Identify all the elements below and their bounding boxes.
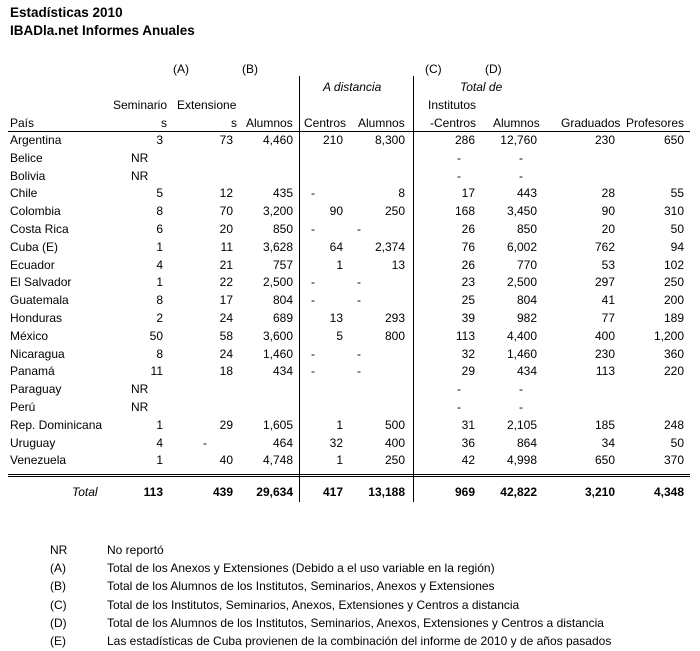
cell-alumnos: 757 — [272, 257, 293, 272]
cell-alumnos-distancia: - — [357, 222, 361, 236]
marker-c: (C) — [425, 62, 442, 76]
cell-profesores: 55 — [670, 186, 684, 201]
cell-alumnos: 689 — [272, 311, 293, 325]
cell-extensiones: 20 — [219, 222, 233, 236]
marker-b: (B) — [242, 62, 258, 76]
cell-seminarios: 8 — [156, 346, 163, 361]
total-label: Total — [72, 485, 98, 499]
cell-alumnos-total: 804 — [516, 293, 537, 308]
cell-alumnos-distancia: - — [357, 346, 361, 361]
cell-extensiones: 24 — [219, 311, 233, 325]
cell-pais: Belice — [10, 150, 43, 165]
cell-alumnos-total: 864 — [516, 435, 537, 450]
cell-pais: Honduras — [10, 311, 63, 325]
legend-key: (C) — [50, 597, 67, 612]
cell-institutos: 36 — [461, 435, 475, 450]
cell-seminarios: 1 — [156, 453, 163, 468]
cell-alumnos: 4,460 — [262, 133, 293, 147]
cell-alumnos: 3,600 — [262, 328, 293, 343]
cell-centros: 32 — [329, 435, 343, 450]
cell-centros: 1 — [336, 453, 343, 468]
cell-alumnos-distancia: 250 — [384, 204, 405, 219]
cell-alumnos-distancia: 8 — [398, 186, 405, 201]
col-graduados: Graduados — [561, 116, 621, 130]
report-subtitle: IBADla.net Informes Anuales — [10, 23, 195, 38]
cell-profesores: 220 — [663, 364, 684, 379]
cell-seminarios: 4 — [156, 435, 163, 450]
cell-seminarios: 6 — [156, 222, 163, 236]
legend-key: (A) — [50, 561, 66, 576]
legend-text: Total de los Anexos y Extensiones (Debido a el uso variable en la región) — [107, 561, 495, 576]
cell-profesores: 1,200 — [653, 328, 684, 343]
cell-centros: 90 — [329, 204, 343, 219]
cell-centros: - — [311, 346, 315, 361]
cell-seminarios: 5 — [156, 186, 163, 201]
total-alumnos-distancia: 13,188 — [368, 485, 405, 499]
cell-seminarios: 50 — [149, 328, 163, 343]
col-extensiones-line1: Extensione — [177, 98, 237, 112]
legend-text: Las estadísticas de Cuba provienen de la combinación del informe de 2010 y de años pasados — [107, 634, 612, 648]
legend-text: Total de los Alumnos de los Institutos, Seminarios, Anexos y Extensiones — [107, 579, 495, 594]
group-heading-total: Total de — [460, 80, 503, 94]
cell-alumnos-distancia: 250 — [384, 453, 405, 468]
cell-seminarios: NR — [131, 382, 149, 397]
col-institutos-line2: -Centros — [430, 116, 477, 130]
cell-extensiones: 70 — [219, 204, 233, 219]
cell-profesores: 360 — [663, 346, 684, 361]
cell-institutos: 168 — [454, 204, 475, 219]
legend-key: (D) — [50, 615, 67, 630]
cell-profesores: 94 — [670, 239, 684, 254]
cell-alumnos-total: 6,002 — [506, 239, 537, 254]
cell-pais: Panamá — [10, 364, 55, 379]
cell-alumnos-total: 2,500 — [506, 275, 537, 290]
table-row — [0, 240, 700, 258]
col-centros: Centros — [304, 116, 347, 130]
cell-pais: Costa Rica — [10, 222, 69, 236]
header-divider — [8, 131, 690, 132]
legend-key: (E) — [50, 634, 66, 648]
total-alumnos-total: 42,822 — [500, 485, 537, 499]
cell-alumnos: 3,200 — [262, 204, 293, 219]
cell-centros: 64 — [329, 239, 343, 254]
table-row — [0, 204, 700, 222]
cell-alumnos-distancia: 800 — [384, 328, 405, 343]
total-divider-top — [8, 474, 690, 475]
table-row — [0, 382, 700, 400]
cell-pais: Perú — [10, 400, 36, 414]
cell-extensiones: 18 — [219, 364, 233, 379]
cell-institutos: 29 — [461, 364, 475, 379]
cell-centros: - — [311, 364, 315, 379]
cell-alumnos-distancia: - — [357, 275, 361, 290]
legend-text: No reportó — [107, 543, 164, 557]
cell-seminarios: 8 — [156, 293, 163, 308]
cell-profesores: 650 — [663, 133, 684, 147]
table-row — [0, 275, 700, 293]
col-extensiones-line2: s — [231, 116, 237, 130]
cell-pais: Paraguay — [10, 382, 62, 397]
cell-alumnos: 1,460 — [262, 346, 293, 361]
total-institutos: 969 — [454, 485, 475, 499]
cell-alumnos-total: 1,460 — [506, 346, 537, 361]
cell-graduados: 762 — [594, 239, 615, 254]
cell-institutos: 23 — [461, 275, 475, 290]
cell-alumnos-total: 770 — [516, 257, 537, 272]
marker-a: (A) — [173, 62, 189, 76]
cell-graduados: 41 — [601, 293, 615, 308]
cell-institutos: 39 — [461, 311, 475, 325]
cell-pais: Chile — [10, 186, 38, 201]
table-row — [0, 453, 700, 471]
cell-alumnos-distancia: 400 — [384, 435, 405, 450]
cell-pais: Nicaragua — [10, 346, 65, 361]
total-extensiones: 439 — [212, 485, 233, 499]
cell-alumnos-total: 3,450 — [506, 204, 537, 219]
total-centros: 417 — [322, 485, 343, 499]
table-row — [0, 311, 700, 329]
cell-alumnos-distancia: 8,300 — [374, 133, 405, 147]
report-title: Estadísticas 2010 — [10, 5, 123, 20]
cell-alumnos: 435 — [272, 186, 293, 201]
cell-extensiones: 29 — [219, 417, 233, 432]
cell-institutos: 26 — [461, 222, 475, 236]
table-row — [0, 151, 700, 169]
cell-graduados: 185 — [594, 417, 615, 432]
total-seminarios: 113 — [143, 485, 163, 499]
cell-alumnos-total: - — [519, 168, 523, 183]
cell-extensiones: 22 — [219, 275, 233, 290]
cell-profesores: 250 — [663, 275, 684, 290]
table-row — [0, 293, 700, 311]
total-divider-bottom — [8, 476, 690, 477]
cell-graduados: 20 — [601, 222, 615, 236]
cell-institutos: 31 — [461, 417, 475, 432]
total-profesores: 4,348 — [653, 485, 684, 499]
legend-text: Total de los Institutos, Seminarios, Anexos, Extensiones y Centros a distancia — [107, 597, 520, 612]
cell-institutos: 113 — [455, 328, 475, 343]
cell-pais: Venezuela — [10, 453, 67, 468]
cell-graduados: 53 — [601, 257, 615, 272]
cell-seminarios: 1 — [156, 239, 163, 254]
cell-pais: Uruguay — [10, 435, 56, 450]
cell-alumnos-distancia: 2,374 — [374, 239, 405, 254]
cell-extensiones: 40 — [219, 453, 233, 468]
cell-alumnos: 804 — [272, 293, 293, 308]
cell-graduados: 28 — [601, 186, 615, 201]
col-alumnos-distancia: Alumnos — [358, 116, 405, 130]
cell-pais: Argentina — [10, 133, 62, 147]
cell-alumnos-total: - — [519, 150, 523, 165]
cell-alumnos-total: 434 — [516, 364, 537, 379]
cell-seminarios: NR — [131, 168, 149, 183]
cell-extensiones: - — [203, 435, 207, 450]
cell-seminarios: 1 — [156, 275, 163, 290]
cell-extensiones: 73 — [219, 133, 233, 147]
cell-institutos: 25 — [461, 293, 475, 308]
cell-graduados: 297 — [594, 275, 615, 290]
cell-alumnos-total: - — [519, 400, 523, 414]
cell-alumnos: 3,628 — [262, 239, 293, 254]
table-row — [0, 400, 700, 418]
table-row — [0, 436, 700, 454]
cell-profesores: 50 — [670, 222, 684, 236]
cell-alumnos-total: 12,760 — [500, 133, 537, 147]
cell-seminarios: 8 — [156, 204, 163, 219]
cell-seminarios: NR — [131, 400, 149, 414]
cell-seminarios: 4 — [156, 257, 163, 272]
cell-graduados: 34 — [601, 435, 615, 450]
cell-pais: Rep. Dominicana — [10, 417, 103, 432]
group-heading-distancia: A distancia — [323, 80, 382, 94]
cell-institutos: - — [457, 150, 461, 165]
cell-pais: Colombia — [10, 204, 61, 219]
col-alumnos-total: Alumnos — [493, 116, 540, 130]
cell-extensiones: 11 — [220, 239, 233, 254]
cell-extensiones: 58 — [219, 328, 233, 343]
marker-d: (D) — [485, 62, 502, 76]
cell-institutos: 42 — [461, 453, 475, 468]
cell-pais: Cuba (E) — [10, 239, 59, 254]
cell-centros: 1 — [336, 257, 343, 272]
cell-centros: 1 — [336, 417, 343, 432]
col-institutos-line1: Institutos — [428, 98, 477, 112]
cell-institutos: 286 — [454, 133, 475, 147]
total-graduados: 3,210 — [584, 485, 615, 499]
cell-centros: - — [311, 275, 315, 290]
cell-seminarios: 1 — [156, 417, 163, 432]
cell-alumnos-total: 982 — [516, 311, 537, 325]
legend-key: (B) — [50, 579, 66, 594]
cell-alumnos-distancia: - — [357, 364, 361, 379]
cell-alumnos: 850 — [272, 222, 293, 236]
col-pais: País — [10, 116, 35, 130]
cell-graduados: 230 — [594, 346, 615, 361]
cell-profesores: 102 — [663, 257, 684, 272]
table-row — [0, 418, 700, 436]
total-alumnos: 29,634 — [256, 485, 293, 499]
cell-centros: - — [311, 293, 315, 308]
col-seminarios-line2: s — [161, 116, 167, 130]
cell-institutos: - — [457, 400, 461, 414]
col-alumnos: Alumnos — [246, 116, 293, 130]
cell-alumnos-total: 4,998 — [506, 453, 537, 468]
cell-graduados: 230 — [594, 133, 615, 147]
cell-alumnos: 434 — [272, 364, 293, 379]
cell-alumnos-total: 4,400 — [506, 328, 537, 343]
cell-extensiones: 24 — [219, 346, 233, 361]
cell-alumnos-distancia: - — [357, 293, 361, 308]
cell-pais: Bolivia — [10, 168, 46, 183]
cell-seminarios: 3 — [156, 133, 163, 147]
cell-alumnos: 2,500 — [262, 275, 293, 290]
cell-alumnos-total: 850 — [516, 222, 537, 236]
cell-pais: México — [10, 328, 49, 343]
cell-institutos: 17 — [461, 186, 475, 201]
cell-pais: Guatemala — [10, 293, 69, 308]
cell-extensiones: 12 — [219, 186, 233, 201]
cell-alumnos-distancia: 293 — [384, 311, 405, 325]
table-row — [0, 222, 700, 240]
cell-profesores: 248 — [663, 417, 684, 432]
legend-key: NR — [50, 543, 68, 557]
col-seminarios-line1: Seminario — [113, 98, 168, 112]
cell-alumnos: 1,605 — [262, 417, 293, 432]
cell-centros: - — [311, 222, 315, 236]
cell-institutos: - — [457, 382, 461, 397]
cell-profesores: 200 — [663, 293, 684, 308]
cell-seminarios: 11 — [150, 364, 163, 379]
cell-profesores: 310 — [663, 204, 684, 219]
table-row — [0, 186, 700, 204]
cell-institutos: - — [457, 168, 461, 183]
cell-alumnos: 4,748 — [262, 453, 293, 468]
cell-alumnos-total: - — [519, 382, 523, 397]
table-row — [0, 347, 700, 365]
cell-centros: - — [311, 186, 315, 201]
cell-seminarios: NR — [131, 150, 149, 165]
cell-graduados: 90 — [601, 204, 615, 219]
table-row — [0, 329, 700, 347]
table-row — [0, 258, 700, 276]
cell-extensiones: 17 — [219, 293, 233, 308]
cell-extensiones: 21 — [219, 257, 233, 272]
cell-graduados: 77 — [601, 311, 615, 325]
cell-profesores: 189 — [663, 311, 684, 325]
cell-centros: 5 — [336, 328, 343, 343]
cell-alumnos-total: 443 — [516, 186, 537, 201]
table-row — [0, 133, 700, 151]
cell-centros: 13 — [329, 311, 343, 325]
cell-institutos: 76 — [461, 239, 475, 254]
table-row — [0, 169, 700, 187]
cell-profesores: 370 — [663, 453, 684, 468]
cell-alumnos-distancia: 500 — [384, 417, 405, 432]
cell-graduados: 400 — [594, 328, 615, 343]
cell-institutos: 26 — [461, 257, 475, 272]
cell-pais: Ecuador — [10, 257, 55, 272]
cell-alumnos-total: 2,105 — [506, 417, 537, 432]
cell-graduados: 650 — [594, 453, 615, 468]
table-row — [0, 364, 700, 382]
cell-profesores: 50 — [670, 435, 684, 450]
cell-seminarios: 2 — [156, 311, 163, 325]
col-profesores: Profesores — [626, 116, 685, 130]
legend-text: Total de los Alumnos de los Institutos, Seminarios, Anexos, Extensiones y Centros a distancia — [107, 615, 604, 630]
cell-alumnos-distancia: 13 — [391, 257, 405, 272]
cell-graduados: 113 — [595, 364, 615, 379]
cell-centros: 210 — [322, 133, 343, 147]
cell-institutos: 32 — [461, 346, 475, 361]
cell-alumnos: 464 — [272, 435, 293, 450]
cell-pais: El Salvador — [10, 275, 72, 290]
